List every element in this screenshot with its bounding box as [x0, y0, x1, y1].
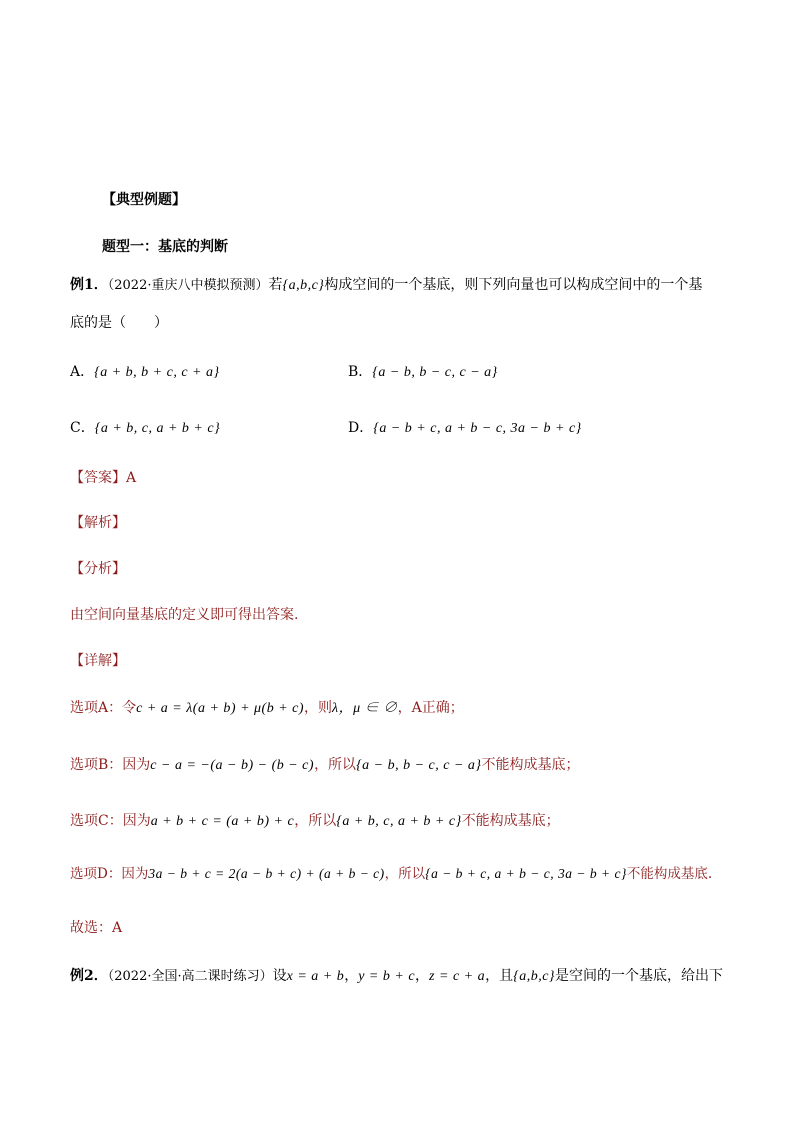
detail-c-pre: 选项C：因为: [70, 813, 151, 829]
ex2-text-3: 是空间的一个基底，给出下: [555, 968, 724, 984]
ex2-sep-1: ，: [344, 968, 359, 984]
example-2-label: 例2．: [70, 968, 108, 984]
example-2-source: （2022·全国·高二课时练习）: [107, 969, 273, 984]
basis-set: {a,b,c}: [282, 278, 325, 293]
answer-line: [70, 468, 136, 488]
detail-c-eq: a + b + c = (a + b) + c: [150, 814, 295, 829]
detail-d-pre: 选项D：因为: [70, 866, 149, 882]
option-b-set: {a − b, b − c, c − a}: [372, 365, 498, 380]
ex2-z-eq: z = c + a: [429, 969, 486, 984]
detail-b-pre: 选项B：因为: [70, 757, 151, 773]
ex2-y-eq: y = b + c: [358, 969, 416, 984]
fenxi-text: 由空间向量基底的定义即可得出答案.: [70, 607, 299, 623]
example-1-question-cont: 底的是（ ）: [70, 315, 168, 331]
answer-label: 【答案】: [70, 470, 126, 486]
option-d-label: D．: [348, 420, 374, 436]
xiangjie-label: 【详解】: [70, 653, 126, 669]
detail-option-a: [70, 698, 464, 719]
detail-b-eq: c − a = −(a − b) − (b − c): [150, 758, 315, 773]
detail-option-d: [70, 864, 712, 884]
detail-a-eq: c + a = λ(a + b) + μ(b + c): [136, 701, 305, 716]
option-a-set: {a + b, b + c, c + a}: [94, 365, 220, 380]
conclusion: 故选：A: [70, 920, 123, 936]
detail-option-b: [70, 755, 580, 776]
detail-d-set: {a − b + c, a + b − c, 3a − b + c}: [425, 866, 627, 881]
example-1-source: （2022·重庆八中模拟预测）: [107, 278, 269, 293]
example-1-label: 例1．: [70, 277, 108, 293]
option-c: [70, 418, 220, 439]
detail-a-pre: 选项A：令: [70, 700, 137, 716]
detail-b-mid: ，所以: [314, 757, 357, 773]
detail-b-end: 不能构成基底；: [481, 757, 580, 773]
option-d-set: {a − b + c, a + b − c, 3a − b + c}: [373, 421, 582, 436]
ex2-text-1: 设: [272, 968, 287, 984]
option-d: [348, 418, 582, 439]
detail-a-vars: λ，μ ∈ ∅: [332, 701, 398, 716]
detail-d-eq: 3a − b + c = 2(a − b + c) + (a + b − c): [148, 866, 385, 881]
section-header: 【典型例题】: [102, 192, 186, 208]
option-c-set: {a + b, c, a + b + c}: [94, 421, 221, 436]
option-b-label: B．: [348, 364, 373, 380]
ex2-x-eq: x = a + b: [286, 969, 345, 984]
question-text-b: 构成空间的一个基底，则下列向量也可以构成空间中的一个基: [324, 277, 703, 293]
example-1-question: [70, 275, 702, 296]
option-c-label: C．: [70, 420, 95, 436]
type-title: 题型一：基底的判断: [102, 239, 228, 255]
detail-c-set: {a + b, c, a + b + c}: [336, 814, 462, 829]
ex2-set: {a,b,c}: [513, 969, 556, 984]
detail-d-end: 不能构成基底.: [626, 866, 713, 882]
fenxi-label: 【分析】: [70, 561, 126, 577]
detail-b-set: {a − b, b − c, c − a}: [356, 758, 482, 773]
detail-option-c: [70, 811, 560, 832]
example-2-question: [70, 966, 723, 987]
analysis-label: 【解析】: [70, 515, 126, 531]
detail-c-mid: ，所以: [294, 813, 337, 829]
detail-a-end: ，A正确；: [397, 700, 464, 716]
ex2-text-2: ，且: [485, 968, 514, 984]
option-a-label: A．: [70, 364, 95, 380]
detail-a-mid: ，则: [304, 700, 333, 716]
detail-c-end: 不能构成基底；: [461, 813, 560, 829]
ex2-sep-2: ，: [415, 968, 430, 984]
answer-value: A: [126, 470, 137, 486]
option-b: [348, 362, 498, 383]
question-text-a: 若: [268, 277, 283, 293]
detail-d-mid: ，所以: [384, 866, 426, 882]
option-a: [70, 362, 220, 383]
